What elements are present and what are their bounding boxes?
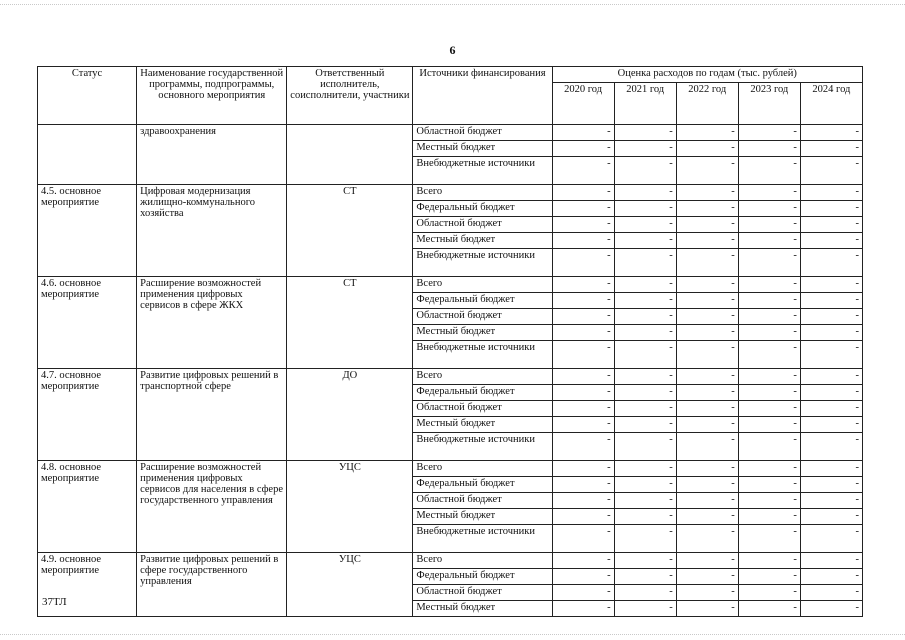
- value-cell: -: [614, 601, 676, 617]
- name-cell: Развитие цифровых решений в сфере государственного управления: [137, 553, 287, 617]
- value-cell: -: [800, 157, 862, 185]
- value-cell: -: [552, 569, 614, 585]
- value-cell: -: [676, 417, 738, 433]
- source-cell: Внебюджетные источники: [413, 157, 552, 185]
- value-cell: -: [552, 493, 614, 509]
- header-row: [38, 67, 863, 83]
- value-cell: -: [676, 493, 738, 509]
- value-cell: -: [800, 201, 862, 217]
- value-cell: -: [676, 309, 738, 325]
- responsible-cell: ДО: [287, 369, 413, 461]
- value-cell: -: [614, 341, 676, 369]
- value-cell: -: [800, 385, 862, 401]
- value-cell: -: [552, 369, 614, 385]
- value-cell: -: [800, 185, 862, 201]
- value-cell: -: [552, 233, 614, 249]
- source-cell: Всего: [413, 277, 552, 293]
- value-cell: -: [738, 433, 800, 461]
- source-cell: Областной бюджет: [413, 401, 552, 417]
- value-cell: -: [800, 217, 862, 233]
- value-cell: -: [614, 325, 676, 341]
- value-cell: -: [614, 369, 676, 385]
- table-row: [38, 369, 863, 385]
- value-cell: -: [552, 525, 614, 553]
- value-cell: -: [614, 525, 676, 553]
- value-cell: -: [738, 569, 800, 585]
- value-cell: -: [676, 401, 738, 417]
- value-cell: -: [676, 369, 738, 385]
- value-cell: -: [552, 309, 614, 325]
- value-cell: -: [738, 585, 800, 601]
- value-cell: -: [676, 157, 738, 185]
- value-cell: -: [738, 309, 800, 325]
- scan-edge-bottom: [0, 634, 905, 635]
- source-cell: Федеральный бюджет: [413, 569, 552, 585]
- value-cell: -: [614, 185, 676, 201]
- value-cell: -: [676, 569, 738, 585]
- header-year: 2022 год: [676, 83, 738, 125]
- value-cell: -: [738, 325, 800, 341]
- value-cell: -: [676, 277, 738, 293]
- source-cell: Местный бюджет: [413, 601, 552, 617]
- value-cell: -: [552, 217, 614, 233]
- value-cell: -: [614, 233, 676, 249]
- value-cell: -: [676, 125, 738, 141]
- value-cell: -: [614, 433, 676, 461]
- source-cell: Местный бюджет: [413, 509, 552, 525]
- source-cell: Всего: [413, 553, 552, 569]
- value-cell: -: [552, 325, 614, 341]
- name-cell: Расширение возможностей применения цифровых сервисов в сфере ЖКХ: [137, 277, 287, 369]
- value-cell: -: [800, 601, 862, 617]
- value-cell: -: [614, 201, 676, 217]
- status-cell: 4.8. основное мероприятие: [38, 461, 137, 553]
- value-cell: -: [738, 249, 800, 277]
- value-cell: -: [614, 585, 676, 601]
- value-cell: -: [738, 277, 800, 293]
- source-cell: Всего: [413, 185, 552, 201]
- value-cell: -: [552, 477, 614, 493]
- value-cell: -: [738, 553, 800, 569]
- value-cell: -: [614, 217, 676, 233]
- scan-edge-top: [0, 4, 905, 5]
- value-cell: -: [738, 369, 800, 385]
- value-cell: -: [614, 385, 676, 401]
- responsible-cell: УЦС: [287, 553, 413, 617]
- value-cell: -: [552, 585, 614, 601]
- header-status: Статус: [38, 67, 137, 125]
- source-cell: Местный бюджет: [413, 417, 552, 433]
- value-cell: -: [614, 461, 676, 477]
- source-cell: Федеральный бюджет: [413, 477, 552, 493]
- value-cell: -: [614, 141, 676, 157]
- source-cell: Областной бюджет: [413, 493, 552, 509]
- value-cell: -: [676, 341, 738, 369]
- source-cell: Внебюджетные источники: [413, 249, 552, 277]
- value-cell: -: [800, 525, 862, 553]
- value-cell: -: [738, 493, 800, 509]
- value-cell: -: [552, 601, 614, 617]
- value-cell: -: [614, 277, 676, 293]
- value-cell: -: [676, 249, 738, 277]
- value-cell: -: [676, 461, 738, 477]
- value-cell: -: [738, 217, 800, 233]
- source-cell: Внебюджетные источники: [413, 525, 552, 553]
- status-cell: 4.6. основное мероприятие: [38, 277, 137, 369]
- value-cell: -: [676, 217, 738, 233]
- source-cell: Местный бюджет: [413, 325, 552, 341]
- source-cell: Внебюджетные источники: [413, 341, 552, 369]
- source-cell: Внебюджетные источники: [413, 433, 552, 461]
- value-cell: -: [800, 369, 862, 385]
- value-cell: -: [614, 509, 676, 525]
- value-cell: -: [800, 249, 862, 277]
- source-cell: Областной бюджет: [413, 217, 552, 233]
- value-cell: -: [800, 461, 862, 477]
- header-year: 2023 год: [738, 83, 800, 125]
- value-cell: -: [552, 185, 614, 201]
- source-cell: Всего: [413, 461, 552, 477]
- value-cell: -: [800, 569, 862, 585]
- value-cell: -: [552, 509, 614, 525]
- responsible-cell: УЦС: [287, 461, 413, 553]
- header-year: 2021 год: [614, 83, 676, 125]
- value-cell: -: [800, 293, 862, 309]
- value-cell: -: [800, 493, 862, 509]
- header-sources: Источники финансирования: [413, 67, 552, 125]
- value-cell: -: [552, 277, 614, 293]
- header-year: 2024 год: [800, 83, 862, 125]
- source-cell: Областной бюджет: [413, 309, 552, 325]
- value-cell: -: [552, 157, 614, 185]
- value-cell: -: [676, 141, 738, 157]
- value-cell: -: [676, 601, 738, 617]
- value-cell: -: [676, 477, 738, 493]
- value-cell: -: [800, 401, 862, 417]
- value-cell: -: [800, 417, 862, 433]
- value-cell: -: [676, 433, 738, 461]
- name-cell: здравоохранения: [137, 125, 287, 185]
- value-cell: -: [552, 141, 614, 157]
- value-cell: -: [552, 385, 614, 401]
- value-cell: -: [800, 309, 862, 325]
- source-cell: Федеральный бюджет: [413, 201, 552, 217]
- value-cell: -: [552, 249, 614, 277]
- status-cell: 4.5. основное мероприятие: [38, 185, 137, 277]
- value-cell: -: [738, 141, 800, 157]
- responsible-cell: СТ: [287, 277, 413, 369]
- value-cell: -: [552, 125, 614, 141]
- value-cell: -: [676, 201, 738, 217]
- value-cell: -: [676, 585, 738, 601]
- value-cell: -: [738, 293, 800, 309]
- status-cell: 4.9. основное мероприятие: [38, 553, 137, 617]
- table-row: [38, 553, 863, 569]
- value-cell: -: [800, 141, 862, 157]
- value-cell: -: [800, 233, 862, 249]
- expenditure-table: [37, 66, 863, 617]
- header-year: 2020 год: [552, 83, 614, 125]
- value-cell: -: [676, 185, 738, 201]
- value-cell: -: [614, 401, 676, 417]
- value-cell: -: [614, 249, 676, 277]
- value-cell: -: [614, 493, 676, 509]
- value-cell: -: [676, 525, 738, 553]
- value-cell: -: [614, 569, 676, 585]
- name-cell: Цифровая модернизация жилищно-коммунального хозяйства: [137, 185, 287, 277]
- value-cell: -: [738, 477, 800, 493]
- value-cell: -: [614, 553, 676, 569]
- value-cell: -: [800, 325, 862, 341]
- value-cell: -: [552, 401, 614, 417]
- value-cell: -: [738, 341, 800, 369]
- source-cell: Местный бюджет: [413, 233, 552, 249]
- value-cell: -: [552, 417, 614, 433]
- value-cell: -: [738, 157, 800, 185]
- value-cell: -: [738, 509, 800, 525]
- page-number: 6: [449, 43, 456, 57]
- value-cell: -: [552, 201, 614, 217]
- value-cell: -: [738, 201, 800, 217]
- table-body: [38, 125, 863, 617]
- header-responsible: Ответственный исполнитель, соисполнители, участники: [287, 67, 413, 125]
- responsible-cell: [287, 125, 413, 185]
- source-cell: Федеральный бюджет: [413, 293, 552, 309]
- table-row: [38, 277, 863, 293]
- value-cell: -: [800, 433, 862, 461]
- value-cell: -: [552, 461, 614, 477]
- value-cell: -: [738, 601, 800, 617]
- value-cell: -: [552, 293, 614, 309]
- value-cell: -: [552, 433, 614, 461]
- status-cell: 4.7. основное мероприятие: [38, 369, 137, 461]
- source-cell: Областной бюджет: [413, 125, 552, 141]
- table-row: [38, 125, 863, 141]
- value-cell: -: [738, 185, 800, 201]
- header-name: Наименование государственной программы, подпрограммы, основного мероприятия: [137, 67, 287, 125]
- source-cell: Местный бюджет: [413, 141, 552, 157]
- value-cell: -: [552, 341, 614, 369]
- value-cell: -: [614, 309, 676, 325]
- value-cell: -: [800, 553, 862, 569]
- value-cell: -: [614, 477, 676, 493]
- value-cell: -: [614, 417, 676, 433]
- value-cell: -: [738, 233, 800, 249]
- footer-code: 37ТЛ: [42, 596, 67, 608]
- table-row: [38, 461, 863, 477]
- name-cell: Развитие цифровых решений в транспортной сфере: [137, 369, 287, 461]
- value-cell: -: [738, 125, 800, 141]
- value-cell: -: [676, 509, 738, 525]
- value-cell: -: [614, 125, 676, 141]
- value-cell: -: [800, 509, 862, 525]
- value-cell: -: [676, 325, 738, 341]
- source-cell: Всего: [413, 369, 552, 385]
- status-cell: [38, 125, 137, 185]
- responsible-cell: СТ: [287, 185, 413, 277]
- value-cell: -: [738, 461, 800, 477]
- source-cell: Федеральный бюджет: [413, 385, 552, 401]
- value-cell: -: [800, 477, 862, 493]
- value-cell: -: [800, 585, 862, 601]
- value-cell: -: [676, 385, 738, 401]
- value-cell: -: [738, 385, 800, 401]
- value-cell: -: [800, 341, 862, 369]
- value-cell: -: [676, 233, 738, 249]
- source-cell: Областной бюджет: [413, 585, 552, 601]
- value-cell: -: [738, 401, 800, 417]
- value-cell: -: [800, 277, 862, 293]
- name-cell: Расширение возможностей применения цифровых сервисов для населения в сфере государственного управления: [137, 461, 287, 553]
- value-cell: -: [800, 125, 862, 141]
- value-cell: -: [614, 293, 676, 309]
- value-cell: -: [676, 553, 738, 569]
- header-estimate: Оценка расходов по годам (тыс. рублей): [552, 67, 862, 83]
- value-cell: -: [738, 417, 800, 433]
- value-cell: -: [676, 293, 738, 309]
- table-row: [38, 185, 863, 201]
- value-cell: -: [552, 553, 614, 569]
- value-cell: -: [614, 157, 676, 185]
- value-cell: -: [738, 525, 800, 553]
